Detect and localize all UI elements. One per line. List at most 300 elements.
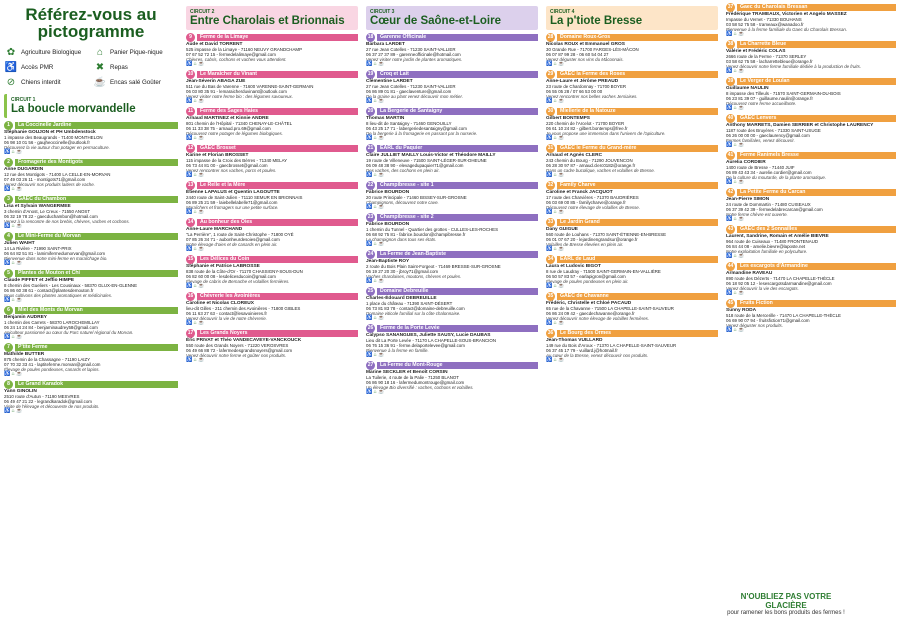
farm-number: 1 <box>4 121 13 130</box>
farm-entry <box>186 70 358 104</box>
farm-pictograms: ♿ ⌂ ☕ <box>366 352 385 358</box>
farm-number: 45 <box>727 300 734 306</box>
farm-header <box>726 188 896 197</box>
farm-owner: Étienne LAPALUS et Quentin LAGOUTTE <box>186 190 280 195</box>
farm-name: Le Maraîcher du Vinant <box>197 71 358 78</box>
farm-contact: 06 19 27 20 30 - jbroy71@gmail.com <box>366 269 439 274</box>
farm-pictograms: ♿ ⌂ ☕ <box>366 61 385 67</box>
farm-number: 34 <box>547 256 554 262</box>
farm-owner: Anthony MARRETS, Damien SERRIER et Christophe LAURENCY <box>726 123 874 128</box>
farm-pictograms: ♿ ⌂ ☕ <box>546 172 565 178</box>
farm-description: Notre exploitation familiale en polyculture. <box>726 249 808 254</box>
farm-pictograms: ♿ ⌂ ☕ <box>186 172 205 178</box>
farm-contact: 06 82 60 00 08 - lesdelicesducoin@gmail.com <box>186 274 276 279</box>
farm-owner: Stéphanie et Patrice LABROSSE <box>186 264 260 269</box>
farm-description: Visite de l'élevage et découverte de nos produits. <box>4 404 100 409</box>
farm-entry <box>726 299 896 333</box>
farm-contact: 03 58 62 75 58 - lacharrettebleue@orange.fr <box>726 59 813 64</box>
farm-name: Le Verger de Loulan <box>737 78 896 85</box>
farm-pictograms: ♿ ⌂ ☕ <box>726 68 745 74</box>
farm-entry <box>186 292 358 326</box>
farm-header <box>726 40 896 49</box>
farm-pictograms: ♿ ⌂ ☕ <box>186 209 205 215</box>
farm-description: Venez rencontrer nos belles vaches Jersiaises. <box>546 94 638 99</box>
farm-entry <box>366 361 538 395</box>
farm-pictograms: ♿ ⌂ ☕ <box>4 371 23 377</box>
farm-pictograms: ♿ ⌂ ☕ <box>546 61 565 67</box>
farm-contact: 06 64 82 51 81 - lamimifermedumorvan@gmail.com <box>4 251 106 256</box>
farm-entry <box>546 107 718 141</box>
column-1 <box>0 0 182 636</box>
farm-name: Les Grands Noyers <box>197 330 358 337</box>
farm-owner: Lisa et Sylvain WANGERMEE <box>4 204 71 209</box>
farm-entry <box>726 188 896 222</box>
farm-owner: Julien WAIHT <box>4 241 35 246</box>
farm-contact: 06 18 92 05 12 - lesescargotsdarmandine@gmail.com <box>726 281 832 286</box>
farm-description: Découvrez notre élevage de volailles de Bresse. <box>546 205 640 210</box>
farm-number: 2 <box>4 158 13 167</box>
farm-description: Fermes familiales, venez découvrir. <box>726 138 795 143</box>
circuit-4-continued <box>726 3 896 333</box>
farm-contact: 06 73 44 81 00 - gaecbrosset@gmail.com <box>186 163 268 168</box>
legend-item <box>93 61 178 73</box>
legend-grid <box>4 46 178 88</box>
farm-header <box>4 232 178 241</box>
farm-address: 8 rue de Laudray - 71500 SAINT-GERMAIN-EN-VALLIÈRE <box>546 269 661 274</box>
farm-description: Chèvres, cabris, cochons et vaches vous attendent. <box>186 57 287 62</box>
farm-owner: Arnaud MARTINEZ et Kinnie ANDRE <box>186 116 269 121</box>
farm-contact: 06 49 66 88 72 - lafermedesgrandsnoyers@gmail.com <box>186 348 292 353</box>
farm-address: 964 route de Cuiseaux - 71480 FRONTENAUD <box>726 239 819 244</box>
farm-pictograms: ♿ ⌂ ☕ <box>546 135 565 141</box>
farm-owner: Dany GUIGUE <box>546 227 578 232</box>
legend-item <box>4 76 89 88</box>
farm-pictograms: ♿ ⌂ ☕ <box>186 283 205 289</box>
farm-address: 838 route de la Côte-d'Or - 71170 CHASSIGNY-SOUS-DUN <box>186 269 303 274</box>
farm-header <box>366 250 538 259</box>
farm-description: Venez découvrir notre ferme et goûter nos produits. <box>186 353 287 358</box>
farm-name: Ferme des Sages Haies <box>197 108 358 115</box>
farm-entry <box>186 144 358 178</box>
farm-description: Découvrez notre potager de légumes biologiques. <box>186 131 283 136</box>
farm-entry <box>366 70 538 104</box>
farm-address: 2440 route de Saint-Julien - 71110 SEMUR EN BRIONNAIS <box>186 195 303 200</box>
farm-number: 42 <box>727 189 734 195</box>
farm-description: Découvrez notre ferme accueillante. <box>726 101 797 106</box>
farm-description: Venez découvrir la vie des escargots. <box>726 286 799 291</box>
farm-header <box>546 218 718 227</box>
farm-header <box>186 329 358 338</box>
farm-entry <box>546 33 718 67</box>
farm-name: La Ferme de Jean-Baptiste <box>377 251 538 258</box>
farm-entry <box>726 114 896 148</box>
farm-entry <box>4 195 178 229</box>
farm-name: Croq et Lait <box>377 71 538 78</box>
farm-entry <box>366 287 538 321</box>
farm-entry <box>726 77 896 111</box>
legend-label: Accès PMR <box>21 63 54 71</box>
farm-owner: Laura et Ludovic BIGOT <box>546 264 601 269</box>
farm-owner: Guillaume NAULIN <box>726 86 769 91</box>
farm-number: 9 <box>186 33 195 42</box>
farm-number: 24 <box>367 251 374 257</box>
farm-header <box>4 380 178 389</box>
farm-owner: Thomas MARTIN <box>366 116 405 121</box>
farm-description: Venez découvrir nos produits laitiers de vache. <box>4 182 95 187</box>
farm-owner: Barbara LARDET <box>366 42 405 47</box>
farm-contact: 03 58 52 75 58 - trameaux@wanadoo.fr <box>726 22 804 27</box>
farm-description: Le champignon dans tous ses états. <box>366 237 437 242</box>
farm-entry <box>186 218 358 252</box>
farm-name: GAEC la Ferme des Roses <box>557 71 718 78</box>
farm-contact: 06 98 10 01 56 - gaujheoccinelle@outlook.fr <box>4 140 90 145</box>
circuit-name: La boucle morvandelle <box>11 103 136 115</box>
farm-description: Bienvenue à la ferme en famille. <box>366 348 429 353</box>
column-5 <box>722 0 900 636</box>
farm-number: 31 <box>547 145 554 151</box>
farm-description: Venez découvrir notre ferme familiale dédiée à la production de fruits. <box>726 64 862 69</box>
farm-description: Je vous propose une immersion dans l'univers de l'apiculture. <box>546 131 666 136</box>
farm-pictograms: ♿ ⌂ ☕ <box>4 260 23 266</box>
farm-entry <box>366 250 538 284</box>
farm-description: Volailles de Bresse élevées en plein air. <box>546 242 624 247</box>
farm-pictograms: ♿ ⌂ ☕ <box>186 98 205 104</box>
farm-pictograms: ♿ ⌂ ☕ <box>546 209 565 215</box>
farm-number: 37 <box>727 4 734 10</box>
farm-pictograms: ♿ ⌂ ☕ <box>726 31 745 37</box>
farm-header <box>366 144 538 153</box>
farm-header <box>546 292 718 301</box>
farm-number: 5 <box>4 269 13 278</box>
farm-owner: Jean-Baptiste ROY <box>366 259 410 264</box>
column-3 <box>362 0 542 636</box>
farm-description: Bienvenue à la ferme familiale du Gaec du Charolais Bressan. <box>726 27 848 32</box>
farm-pictograms: ♿ ⌂ ☕ <box>4 223 23 229</box>
circuit-header <box>366 6 538 30</box>
farm-contact: 06 61 10 24 82 - gilbert.bontemps@free.fr <box>546 126 628 131</box>
farm-contact: 06 84 44 08 - amelie.bievre@laposte.net <box>726 244 806 249</box>
farm-contact: 06 37 39 42 39 - fermedelabrecarcan@gmail.com <box>726 207 823 212</box>
farm-address: lieu-dit Gilles - 211 chemin des Avoinières - 71800 GIBLES <box>186 306 301 311</box>
farm-name: Ferme de la Limaye <box>197 34 358 41</box>
farm-header <box>186 292 358 301</box>
farm-pictograms: ♿ ⌂ ☕ <box>726 253 745 259</box>
farm-entry <box>186 33 358 67</box>
farm-description: De la culture du moutarde, de la plante aromatique. <box>726 175 827 180</box>
farm-number: 21 <box>367 145 374 151</box>
farm-address: 550 route des Grands Noyers - 71220 VEROSVRES <box>186 343 289 348</box>
farm-entry <box>726 262 896 296</box>
farm-owner: Éric PRIVAT et Théo VANDECAVEYE-VANCKOUCK <box>186 338 302 343</box>
farm-address: 23 route de Chardonnay - 71700 BOYER <box>546 84 627 89</box>
farm-address: 2510 route d'Autun - 71190 MESVRES <box>4 394 80 399</box>
farm-entry <box>546 181 718 215</box>
farm-name: Family Charve <box>557 182 718 189</box>
farm-header <box>546 70 718 79</box>
farm-contact: 06 86 89 01 81 - gaeclaventure@gmail.com <box>366 89 452 94</box>
circuit-1 <box>4 94 178 414</box>
farm-description: Venez découvrir la vie de notre chèvrerie. <box>186 316 267 321</box>
farm-address: 525 impasse de la Limaye - 71160 NEUVY GRANDCHAMP <box>186 47 302 52</box>
farm-header <box>366 107 538 116</box>
farm-header <box>186 107 358 116</box>
column-2 <box>182 0 362 636</box>
farm-contact: 06 28 30 97 87 - arnaud.clerc0182@orange.fr <box>546 163 636 168</box>
farm-name: EARL de Laud <box>557 256 718 263</box>
farm-contact: 06 03 80 35 91 - lemaraicherduvinant@outlook.com <box>186 89 287 94</box>
legend-label: Repas <box>110 63 128 71</box>
farm-contact: 07 85 26 34 71 - aubonheurdesoies@gmail.com <box>186 237 280 242</box>
farm-number: 22 <box>367 182 374 188</box>
farm-owner: Claude PIFFET et Jeffio HIMPE <box>4 278 75 283</box>
farm-contact: 06 50 57 83 57 - earlapigron@gmail.com <box>546 274 626 279</box>
farm-description: Des vaches, des cochons en plein air. <box>366 168 440 173</box>
farm-number: 23 <box>367 214 374 220</box>
farm-owner: Anne DUGARDIN <box>4 167 44 172</box>
farm-pictograms: ♿ ⌂ ☕ <box>186 61 205 67</box>
farm-description: Élevage de poules pondeuses, canards et lapins. <box>4 367 100 372</box>
circuit-header <box>4 94 178 118</box>
promo-subtitle: pour ramener les bons produits des fermes ! <box>727 610 845 616</box>
farm-contact: 06 89 43 43 34 - aurelie.cordier@gmail.com <box>726 170 812 175</box>
farm-contact: 06 23 81 39 07 - guillaume.naulin@orange.fr <box>726 96 813 101</box>
farm-description: De la graine au plant venez découvrir mon métier. <box>366 94 463 99</box>
farm-entry <box>726 40 896 74</box>
farm-pictograms: ♿ ⌂ ☕ <box>726 142 745 148</box>
farm-address: 8 lieu-dit de Santaigny - 71460 GENOUILLY <box>366 121 452 126</box>
farm-owner: Claire JULLIET MAILLY Louis-Victor et Théodore MAILLY <box>366 153 496 158</box>
meal-icon: ✖ <box>95 61 105 73</box>
farm-name: La Charrette Bleue <box>737 41 896 48</box>
farm-number: 29 <box>547 71 554 77</box>
farm-pictograms: ♿ ⌂ ☕ <box>186 320 205 326</box>
farm-header <box>366 70 538 79</box>
farm-header <box>4 306 178 315</box>
farm-pictograms: ♿ ⌂ ☕ <box>366 135 385 141</box>
farm-header <box>366 287 538 296</box>
farm-header <box>4 158 178 167</box>
farm-address: 1 place du château - 71390 SAINT-DÉSERT <box>366 301 453 306</box>
farm-name: Champibresse - site 2 <box>377 214 538 221</box>
farm-pictograms: ♿ ⌂ ☕ <box>186 246 205 252</box>
farm-pictograms: ♿ ⌂ ☕ <box>4 408 23 414</box>
farm-name: Ferme Ranimels Bresse <box>737 152 896 159</box>
farm-entry <box>186 107 358 141</box>
farm-contact: 06 11 33 38 75 - arnaud.pro.69@gmail.com <box>186 126 271 131</box>
farm-description: Venez rencontrer nos vaches, porcs et poules. <box>186 168 277 173</box>
farm-name: La Bergerie de Santaigny <box>377 108 538 115</box>
farm-description: Nous cultivons des plantes aromatiques et médicinales. <box>4 293 113 298</box>
farm-header <box>186 144 358 153</box>
farm-entry <box>726 225 896 259</box>
farm-owner: Caroline et Franck JACQUOT <box>546 190 613 195</box>
farm-description: Au cœur de la Bresse, venez découvrir nos produits. <box>546 353 649 358</box>
farm-pictograms: ♿ ⌂ ☕ <box>546 246 565 252</box>
farm-entry <box>366 107 538 141</box>
farm-entry <box>4 269 178 303</box>
farm-description: Venez déguster nos vins du Mâconnais. <box>546 57 624 62</box>
farm-number: 32 <box>547 182 554 188</box>
farm-header <box>186 181 358 190</box>
farm-contact: 06 86 24 09 42 - gaecdechavanne@orange.fr <box>546 311 635 316</box>
farm-pictograms: ♿ ⌂ ☕ <box>546 320 565 326</box>
farm-number: 41 <box>727 152 734 158</box>
circuit-tag: CIRCUIT 1 <box>11 97 36 103</box>
farm-number: 20 <box>367 108 374 114</box>
farm-address: 115 impasse de la Croix des Bèrres - 71340 MELAY <box>186 158 288 163</box>
farm-entry <box>4 232 178 266</box>
legend-label: Chiens interdit <box>21 78 61 86</box>
circuit-tag: CIRCUIT 2 <box>190 9 215 15</box>
legend-label: Encas salé Goûter <box>110 78 161 86</box>
legend-item <box>4 46 89 58</box>
farm-header <box>366 33 538 42</box>
farm-address: 243 chemin du Bourg - 71290 JOUVENCON <box>546 158 633 163</box>
promo-note <box>726 592 846 616</box>
circuit-3 <box>366 6 538 395</box>
farm-address: 19 route de Villeneuve - 71500 SAINT-LÉGER-SUR-DHEUNE <box>366 158 487 163</box>
farm-address: 801 chemin de l'Hôpital - 71340 CHENAY-LE-CHÂTEL <box>186 121 293 126</box>
farm-contact: 06 68 92 75 81 - fabrice.bourdon@champibresse.fr <box>366 232 466 237</box>
farm-name: Gaec du Charolais Bressan <box>737 4 896 11</box>
farm-number: 43 <box>727 226 734 232</box>
farm-name: Plantes de Mouton et Chi <box>15 270 178 277</box>
farm-pictograms: ♿ ⌂ ☕ <box>366 241 385 247</box>
farm-header <box>186 70 358 79</box>
farm-header <box>186 255 358 264</box>
farm-address: 17 route des Charvières - 71370 BAUDRIÈRES <box>546 195 639 200</box>
farm-address: 511 rue du Bas de Varenne - 71600 VARENNE-SAINT-GERMAIN <box>186 84 314 89</box>
farm-entry <box>186 181 358 215</box>
farm-description: Un élevage Bio diversifié : vaches, cochons et volailles. <box>366 385 474 390</box>
farm-description: Venez visiter notre ferme bio : des légumes savoureux. <box>186 94 293 99</box>
farm-entry <box>546 255 718 289</box>
farm-owner: Charles-Édouard DEBREUILLE <box>366 296 437 301</box>
farm-name: Chèvrerie les Avoinières <box>197 293 358 300</box>
farm-owner: Mathilde BUTTER <box>4 352 45 357</box>
legend-item <box>93 46 178 58</box>
farm-number: 18 <box>367 34 374 40</box>
circuit-name: Entre Charolais et Brionnais <box>190 15 345 27</box>
farm-owner: Yann GINOLIN <box>4 389 37 394</box>
farm-entry <box>726 3 896 37</box>
farm-header <box>546 107 718 116</box>
farm-contact: 06 09 48 38 90 - elevagedupaquier71@gmail.com <box>366 163 464 168</box>
farm-number: 11 <box>187 108 194 114</box>
no-dog-icon: ⊘ <box>6 76 16 88</box>
farm-header <box>546 255 718 264</box>
farm-number: 8 <box>4 380 13 389</box>
farm-owner: Fabrice BOURDON <box>366 190 410 195</box>
basket-icon: ⌂ <box>96 46 104 58</box>
farm-name: La Petite Ferme du Carcan <box>737 189 896 196</box>
farm-pictograms: ♿ ⌂ ☕ <box>726 290 745 296</box>
farm-number: 28 <box>547 34 554 40</box>
farm-name: Ferme de la Porte Levée <box>377 325 538 332</box>
farm-entry <box>366 33 538 67</box>
farm-header <box>186 218 358 227</box>
farm-address: 3 chemin d'Anost, Le Creux - 71550 ANOST <box>4 209 91 214</box>
farm-owner: Anne-Laure MARCHAND <box>186 227 243 232</box>
farm-name: Les Délices du Coin <box>197 256 358 263</box>
farm-number: 16 <box>187 293 194 299</box>
farm-owner: Armandine RAVEAU <box>726 271 773 276</box>
farm-entry <box>546 218 718 252</box>
farm-number: 3 <box>4 195 13 204</box>
farm-address: 1 chemin du Tunnel - Quartier des grottes - CULLES-LES-ROCHES <box>366 227 499 232</box>
farm-address: La Tuilerie, 4 route de la Palie - 71250 BLANOT <box>366 375 459 380</box>
farm-owner: Clémentine LARDET <box>366 79 413 84</box>
circuit-name: La p'tiote Bresse <box>550 15 643 27</box>
legend-title: Référez-vous au pictogramme <box>25 5 157 41</box>
farm-number: 12 <box>187 145 194 151</box>
farm-description: Venez déguster nos produits. <box>726 323 783 328</box>
farm-number: 33 <box>547 219 554 225</box>
farm-entry <box>4 306 178 340</box>
farm-entry <box>4 158 178 192</box>
legend <box>4 6 178 88</box>
farm-contact: 06 03 69 00 85 - familycharve@orange.fr <box>546 200 626 205</box>
farm-address: 27 rue Jean Cotelles - 71230 SAINT-VALLIER <box>366 84 456 89</box>
farm-pictograms: ♿ ⌂ ☕ <box>4 186 23 192</box>
farm-number: 25 <box>367 288 374 294</box>
farm-contact: 06 26 00 00 00 - gaeclaurency@gmail.com <box>726 133 810 138</box>
farm-owner: Fabrice BOURDON <box>366 222 410 227</box>
farm-name: GAEC de Chavanne <box>557 293 718 300</box>
farm-description: Élevage de cabris de Bernache et volailles fermières. <box>186 279 290 284</box>
farm-description: Champignons, découvrez notre cave. <box>366 200 439 205</box>
farm-description: Dans un cadre bucolique, vaches et volailles de Bresse. <box>546 168 655 173</box>
farm-name: Fromagerie des Montigots <box>15 159 178 166</box>
farm-address: "La Perrière", 1 route de Saint-Christophe - 71800 OYÉ <box>186 232 294 237</box>
farm-address: 8 chemin des Gueliers - Les Cousinaux - 58370 GLUX-EN-GLENNE <box>4 283 137 288</box>
farm-header <box>366 181 538 190</box>
farm-header <box>726 3 896 12</box>
farm-address: 12 rue des Montigots - 71400 LA CELLE-EN-MORVAN <box>4 172 111 177</box>
farm-name: Domaine Roux-Gros <box>557 34 718 41</box>
farm-address: 518 route de la Mercerille - 71470 LA CHAPELLE-THÈCLE <box>726 313 841 318</box>
farm-entry <box>4 343 178 377</box>
farm-number: 35 <box>547 293 554 299</box>
farm-pictograms: ♿ ⌂ ☕ <box>366 172 385 178</box>
farm-name: Le Bourg des Ormes <box>557 330 718 337</box>
farm-pictograms: ♿ ⌂ ☕ <box>366 389 385 395</box>
farm-pictograms: ♿ ⌂ ☕ <box>186 357 205 363</box>
circuit-name: Cœur de Saône-et-Loire <box>370 15 501 27</box>
farm-description: Venez découvrir notre élevage de volailles fermières. <box>546 316 650 321</box>
farm-name: Le Relle et la Mère <box>197 182 358 189</box>
farm-header <box>4 195 178 204</box>
farm-name: EARL du Paquier <box>377 145 538 152</box>
farm-description: Vaches charolaises, moutons, chèvres et poules. <box>366 274 462 279</box>
farm-name: Les escargots d'Armandine <box>737 263 896 270</box>
farm-name: Le Grand Karadok <box>15 381 178 388</box>
farm-contact: 07 67 52 72 15 - fermedelalimaye@gmail.com <box>186 52 276 57</box>
farm-header <box>546 33 718 42</box>
farm-address: 1187 route des Bruyères - 71330 SAINT-USUGE <box>726 128 821 133</box>
legend-item <box>93 76 178 88</box>
legend-label: Panier Pique-nique <box>110 48 163 56</box>
farm-header <box>366 361 538 370</box>
farm-entry <box>366 181 538 210</box>
farm-contact: 06 11 63 27 63 - contact@lesavoinieres.fr <box>186 311 268 316</box>
farm-name: GAEC Lenvers <box>737 115 896 122</box>
farm-name: GAEC des 2 Sonnailles <box>737 226 896 233</box>
farm-number: 13 <box>187 182 194 188</box>
farm-header <box>366 213 538 222</box>
farm-number: 10 <box>187 71 194 77</box>
farm-entry <box>186 255 358 289</box>
